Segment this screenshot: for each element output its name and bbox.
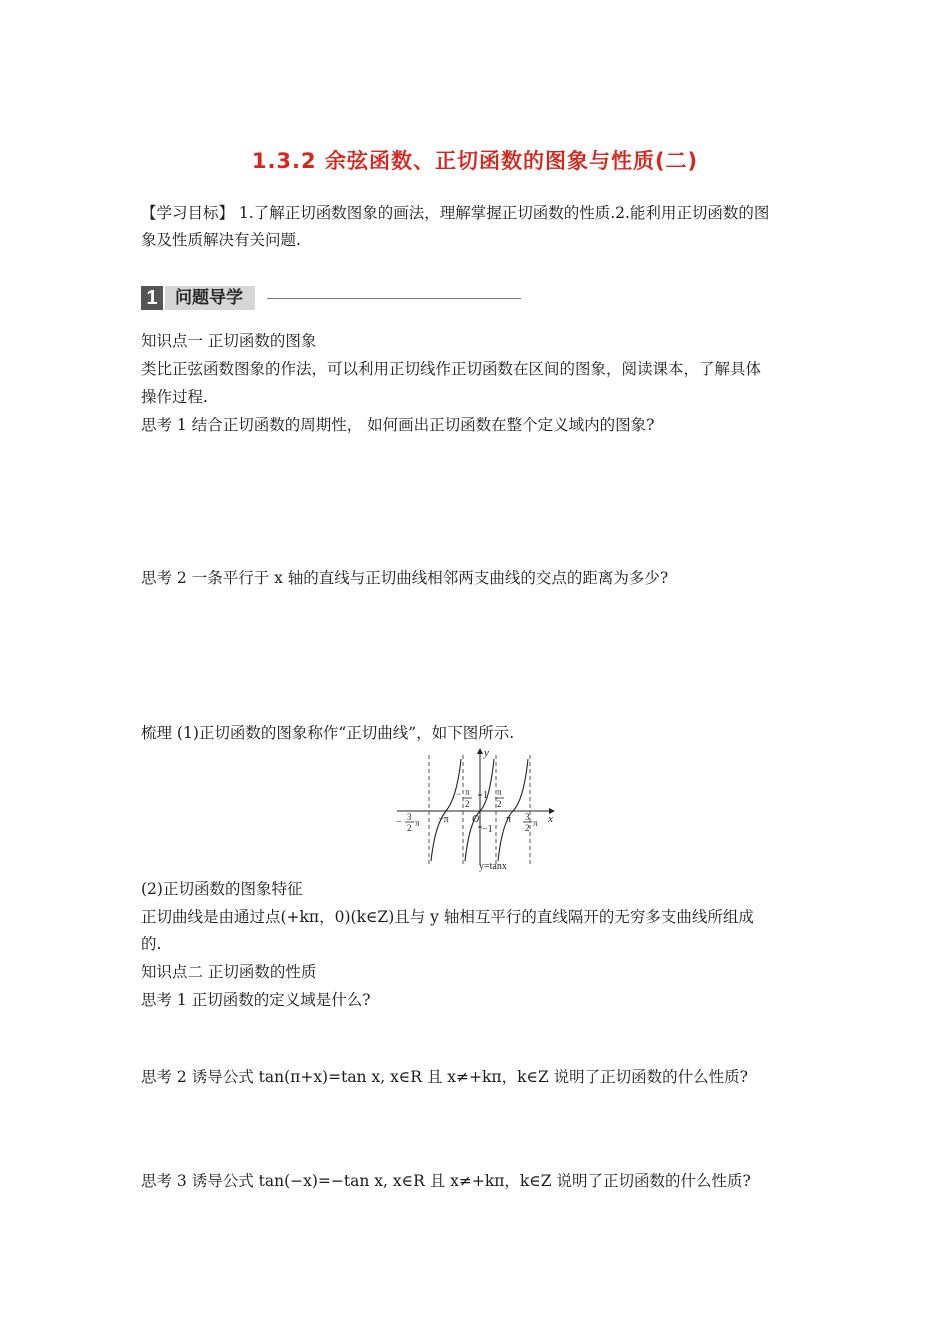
kp2-think3: 思考 3 诱导公式 tan(−x)=−tan x, x∈R 且 x≠+kπ，k∈Z 说明了正切函数的什么性质? (141, 1172, 751, 1190)
kp1-intro-line1: 类比正弦函数图象的作法，可以利用正切线作正切函数在区间的图象，阅读课本，了解具体 (141, 360, 762, 378)
section-header (141, 284, 521, 310)
kp1-feature-line1: 正切曲线是由通过点(+kπ，0)(k∈Z)且与 y 轴相互平行的直线隔开的无穷多支曲线所组成 (141, 908, 754, 926)
label-one: 1 (483, 790, 488, 801)
kp1-think1: 思考 1 结合正切函数的周期性， 如何画出正切函数在整个定义域内的图象? (141, 416, 655, 434)
label-3half-pi-num: 3 (525, 812, 530, 822)
label-pi: π (506, 814, 512, 825)
kp1-feature-line2: 的. (141, 935, 162, 953)
label-neg-3half-pi-den: 2 (407, 823, 412, 833)
label-neg-3half-pi-sym: π (415, 818, 420, 828)
y-axis-label: y (484, 747, 489, 759)
y-axis-arrow (477, 748, 483, 754)
label-neg-3half-pi-sign: − (396, 817, 402, 828)
label-3half-pi-sym: π (533, 818, 538, 828)
kp1-think2: 思考 2 一条平行于 x 轴的直线与正切曲线相邻两支曲线的交点的距离为多少? (141, 569, 669, 587)
label-neg-half-pi-sign: − (456, 789, 462, 799)
tan-branch-left (431, 759, 461, 861)
tan-branch-right (498, 759, 528, 861)
label-neg-half-pi-den: 2 (465, 799, 470, 809)
kp2-think1: 思考 1 正切函数的定义域是什么? (141, 991, 371, 1009)
kp1-heading: 知识点一 正切函数的图象 (141, 332, 317, 350)
label-neg-half-pi-num: π (465, 787, 470, 797)
label-half-pi-num: π (497, 787, 502, 797)
label-neg-pi: −π (438, 814, 449, 825)
section-label: 问题导学 (165, 286, 255, 310)
kp1-intro-line2: 操作过程. (141, 388, 208, 406)
tangent-graph (393, 745, 563, 873)
label-neg-3half-pi-num: 3 (407, 812, 412, 822)
section-rule (267, 298, 521, 299)
graph-caption: y=tanx (479, 861, 507, 872)
kp2-think2: 思考 2 诱导公式 tan(π+x)=tan x, x∈R 且 x≠+kπ，k∈Z 说明了正切函数的什么性质? (141, 1068, 748, 1086)
label-neg-one: −1 (482, 824, 493, 835)
kp1-summary: 梳理 (1)正切函数的图象称作“正切曲线”，如下图所示. (141, 724, 515, 742)
label-half-pi-den: 2 (497, 799, 502, 809)
kp2-heading: 知识点二 正切函数的性质 (141, 963, 317, 981)
learning-goal-line1: 【学习目标】 1.了解正切函数图象的画法，理解掌握正切函数的性质.2.能利用正切函数的图 (141, 204, 770, 222)
origin-label: O (472, 814, 480, 825)
x-axis-label: x (548, 813, 553, 825)
kp1-feature-title: (2)正切函数的图象特征 (141, 880, 303, 898)
learning-goal-line2: 象及性质解决有关问题. (141, 231, 301, 249)
section-number: 1 (141, 286, 163, 310)
label-3half-pi-den: 2 (525, 823, 530, 833)
page-title: 1.3.2 余弦函数、正切函数的图象与性质(二) (251, 149, 699, 173)
